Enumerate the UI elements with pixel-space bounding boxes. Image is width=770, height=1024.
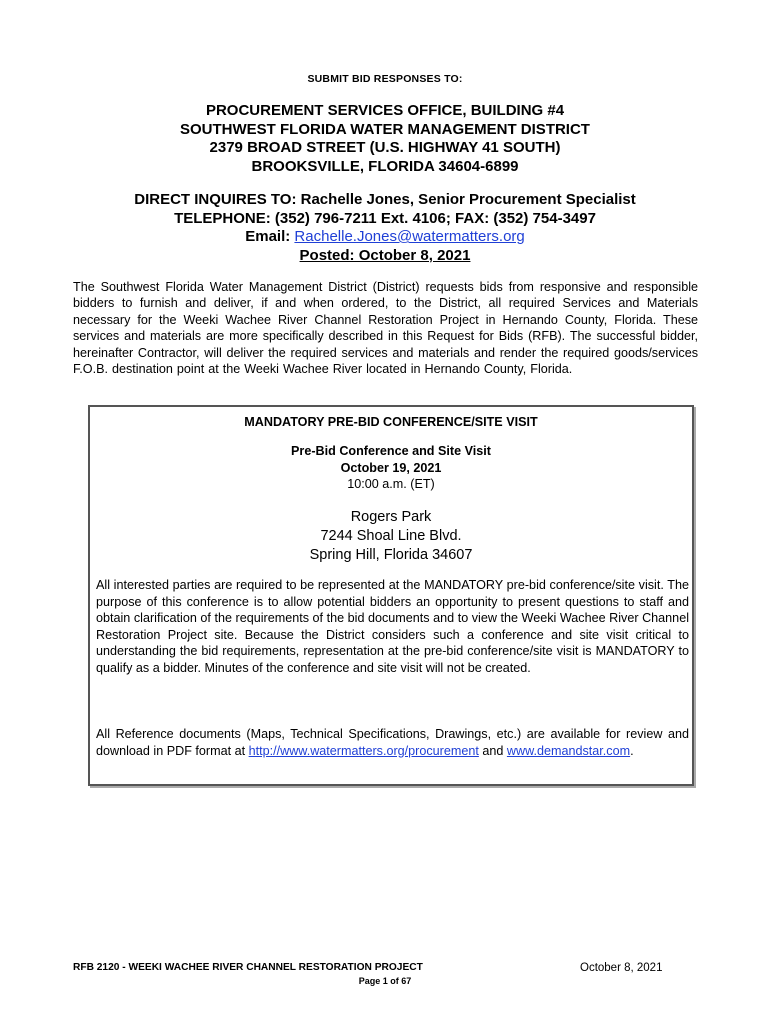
procurement-address <box>0 102 770 176</box>
email-label: Email: <box>245 228 291 245</box>
watermatters-link[interactable]: http://www.watermatters.org/procurement <box>248 743 479 758</box>
footer-project: RFB 2120 - WEEKI WACHEE RIVER CHANNEL RESTORATION PROJECT <box>73 962 423 973</box>
conference-location <box>90 508 692 565</box>
event-time: 10:00 a.m. (ET) <box>347 477 435 491</box>
telephone-line: TELEPHONE: (352) 796-7211 Ext. 4106; FAX: (352) 754-3497 <box>174 209 596 227</box>
conference-paragraph: All interested parties are required to be represented at the MANDATORY pre-bid conference/site visit. The purpose of this conference is to allow potential bidders an opportunity to present questions to staff and obtain clarification of the requirements of the bid documents and to view the Weeki Wachee River Channel Restoration Project site. Because the District considers such a conference and site visit critical to understanding the bid requirements, representation at the pre-bid conference/site visit is MANDATORY to qualify as a bidder. Minutes of the conference and site visit will not be created. <box>96 578 689 675</box>
docs-end: . <box>630 743 634 758</box>
demandstar-link[interactable]: www.demandstar.com <box>506 743 631 758</box>
page-number: Page 1 of 67 <box>358 976 412 986</box>
submit-label: SUBMIT BID RESPONSES TO: <box>307 73 463 85</box>
email-link[interactable]: Rachelle.Jones@watermatters.org <box>294 228 525 245</box>
footer-date: October 8, 2021 <box>580 962 663 974</box>
posted-text: Posted: October 8, 2021 <box>299 246 471 264</box>
docs-and: and <box>482 743 504 758</box>
reference-docs-paragraph <box>96 726 689 759</box>
address-line: PROCUREMENT SERVICES OFFICE, BUILDING #4 <box>205 102 565 119</box>
place-street: 7244 Shoal Line Blvd. <box>320 528 462 544</box>
posted-date <box>0 247 770 266</box>
event-date: October 19, 2021 <box>340 460 442 475</box>
place-city: Spring Hill, Florida 34607 <box>309 547 473 563</box>
address-line: BROOKSVILLE, FLORIDA 34604-6899 <box>251 157 519 175</box>
place-name: Rogers Park <box>350 509 432 525</box>
event-name: Pre-Bid Conference and Site Visit <box>291 444 491 458</box>
address-line: SOUTHWEST FLORIDA WATER MANAGEMENT DISTRICT <box>180 120 590 138</box>
conference-box <box>88 405 694 786</box>
email-line <box>0 228 770 247</box>
inquiries-block <box>0 191 770 265</box>
intro-paragraph: The Southwest Florida Water Management District (District) requests bids from responsive and responsible bidders to furnish and deliver, if and when ordered, to the District, all required Services and Materials necessary for the Weeki Wachee River Channel Restoration Project in Hernando County, Florida. These services and materials are more specifically described in this Request for Bids (RFB). The successful bidder, hereinafter Contractor, will deliver the required services and materials and render the required goods/services F.O.B. destination point at the Weeki Wachee River located in Hernando County, Florida. <box>73 280 698 377</box>
docs-text: All Reference documents (Maps, Technical Specifications, Drawings, etc.) are available for review and download in PDF format at <box>96 727 689 758</box>
direct-inquiries: DIRECT INQUIRES TO: Rachelle Jones, Senior Procurement Specialist <box>134 191 636 208</box>
conference-event <box>90 443 692 493</box>
address-line: 2379 BROAD STREET (U.S. HIGHWAY 41 SOUTH) <box>209 139 561 156</box>
conference-title: MANDATORY PRE-BID CONFERENCE/SITE VISIT <box>244 415 538 429</box>
